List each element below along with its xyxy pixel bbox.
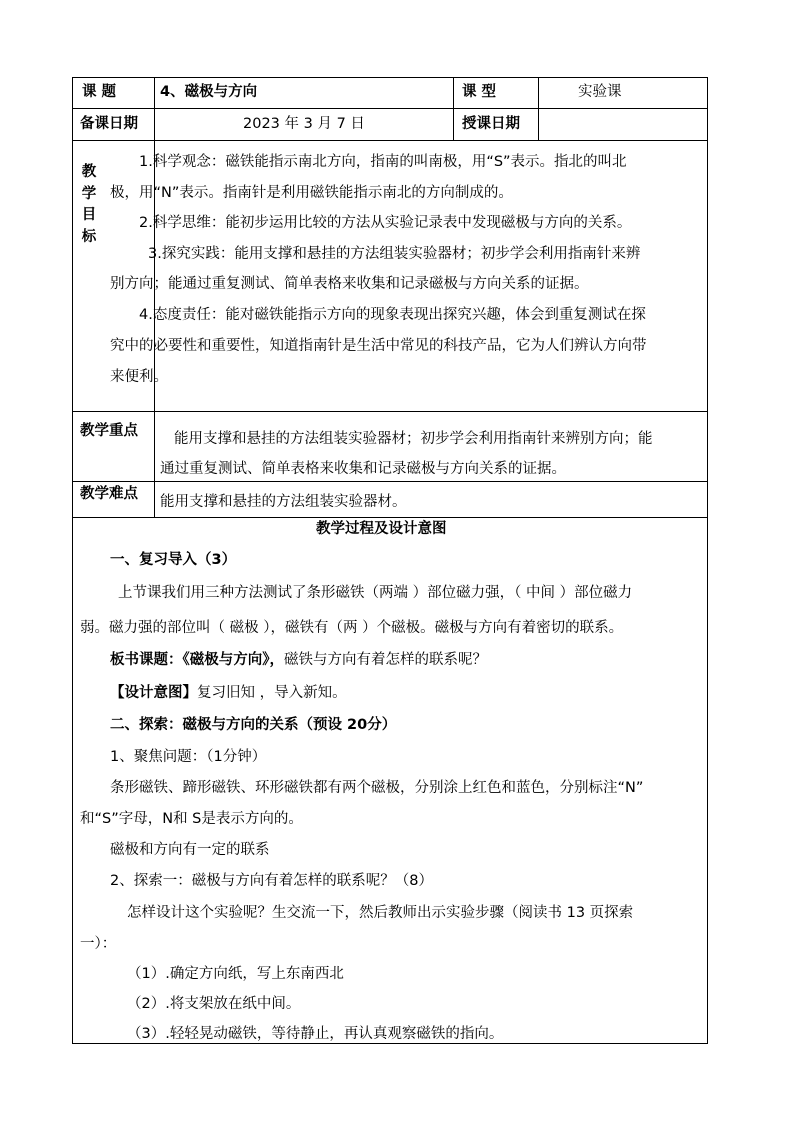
goal-4-line-3: 来便利。 (110, 369, 168, 385)
section-2-line-2: 和“S”字母，N和 S是表示方向的。 (80, 811, 303, 827)
course-type-label: 课 型 (462, 84, 497, 100)
difficulty-label: 教学难点 (80, 486, 138, 502)
topic-label: 课 题 (82, 84, 117, 100)
key-points-line-1: 能用支撑和悬挂的方法组装实验器材；初步学会利用指南针来辨别方向；能 (174, 431, 653, 447)
step-1: （1）.确定方向纸，写上东南西北 (127, 966, 344, 982)
goal-1-line-1: 1.科学观念：磁铁能指示南北方向，指南的叫南极，用“S”表示。指北的叫北 (139, 154, 627, 170)
section-2-heading: 二、探索：磁极与方向的关系（预设 20分） (110, 717, 397, 733)
section-2-line-3: 磁极和方向有一定的联系 (110, 842, 270, 858)
design-intent-line (110, 683, 347, 703)
goal-4-line-2: 究中的必要性和重要性，知道指南针是生活中常见的科技产品，它为人们辨认方向带 (110, 338, 647, 354)
section-2-line-1: 条形磁铁、蹄形磁铁、环形磁铁都有两个磁极，分别涂上红色和蓝色，分别标注“N” (110, 780, 644, 796)
section-2-item-1: 1、聚焦问题：（1分钟） (110, 749, 267, 765)
prep-date-label: 备课日期 (80, 116, 138, 132)
goal-4-line-1: 4.态度责任：能对磁铁能指示方向的现象表现出探究兴趣，体会到重复测试在探 (139, 307, 646, 323)
goal-3-line-1: 3.探究实践：能用支撑和悬挂的方法组装实验器材；初步学会利用指南针来辨 (148, 246, 641, 262)
board-title-label: 板书课题：《磁极与方向》， (110, 652, 284, 668)
row-divider (73, 411, 707, 412)
row-divider (73, 517, 707, 518)
goal-1-line-2: 极，用“N”表示。指南针是利用磁铁能指示南北的方向制成的。 (110, 185, 513, 201)
goals-label-char: 标 (81, 228, 97, 245)
section-2-line-4: 怎样设计这个实验呢？生交流一下，然后教师出示实验步骤（阅读书 13 页探索 (127, 905, 634, 921)
key-points-line-2: 通过重复测试、简单表格来收集和记录磁极与方向关系的证据。 (160, 461, 566, 477)
row-divider (73, 140, 707, 141)
difficulty-value: 能用支撑和悬挂的方法组装实验器材。 (160, 494, 407, 510)
step-3: （3）.轻轻晃动磁铁，等待静止，再认真观察磁铁的指向。 (127, 1026, 504, 1042)
goals-label-char: 目 (81, 207, 97, 223)
col-divider (538, 78, 539, 140)
col-divider (154, 78, 155, 517)
section-1-heading: 一、复习导入（3） (110, 552, 237, 568)
goals-label-char: 学 (81, 185, 97, 202)
prep-date-value: 2023 年 3 月 7 日 (243, 116, 365, 132)
key-points-label: 教学重点 (80, 423, 138, 439)
teach-date-label: 授课日期 (462, 116, 520, 132)
course-type-value: 实验课 (578, 84, 622, 100)
section-2-line-5: 一）： (80, 936, 117, 952)
row-divider (73, 481, 707, 482)
board-title-line (110, 650, 487, 670)
process-title: 教学过程及设计意图 (316, 521, 447, 537)
goals-label-char: 教 (81, 164, 97, 180)
row-divider (73, 108, 707, 109)
design-intent-label: 【设计意图】 (110, 685, 197, 701)
goals-label (80, 162, 98, 248)
goal-3-line-2: 别方向；能通过重复测试、简单表格来收集和记录磁极与方向关系的证据。 (110, 276, 589, 292)
section-1-line-1: 上节课我们用三种方法测试了条形磁铁（两端 ）部位磁力强，（ 中间 ）部位磁力 (118, 585, 633, 601)
topic-value: 4、磁极与方向 (160, 84, 258, 100)
step-2: （2）.将支架放在纸中间。 (127, 996, 301, 1012)
section-2-item-2: 2、探索一：磁极与方向有着怎样的联系呢？（8） (110, 873, 433, 889)
design-intent-text: 复习旧知 ，导入新知。 (197, 685, 347, 701)
board-title-question: 磁铁与方向有着怎样的联系呢？ (284, 652, 487, 668)
goal-2-line-1: 2.科学思维：能初步运用比较的方法从实验记录表中发现磁极与方向的关系。 (139, 215, 632, 231)
col-divider (453, 78, 454, 140)
section-1-line-2: 弱。磁力强的部位叫（ 磁极 ），磁铁有（两 ）个磁极。磁极与方向有着密切的联系。 (80, 620, 624, 636)
